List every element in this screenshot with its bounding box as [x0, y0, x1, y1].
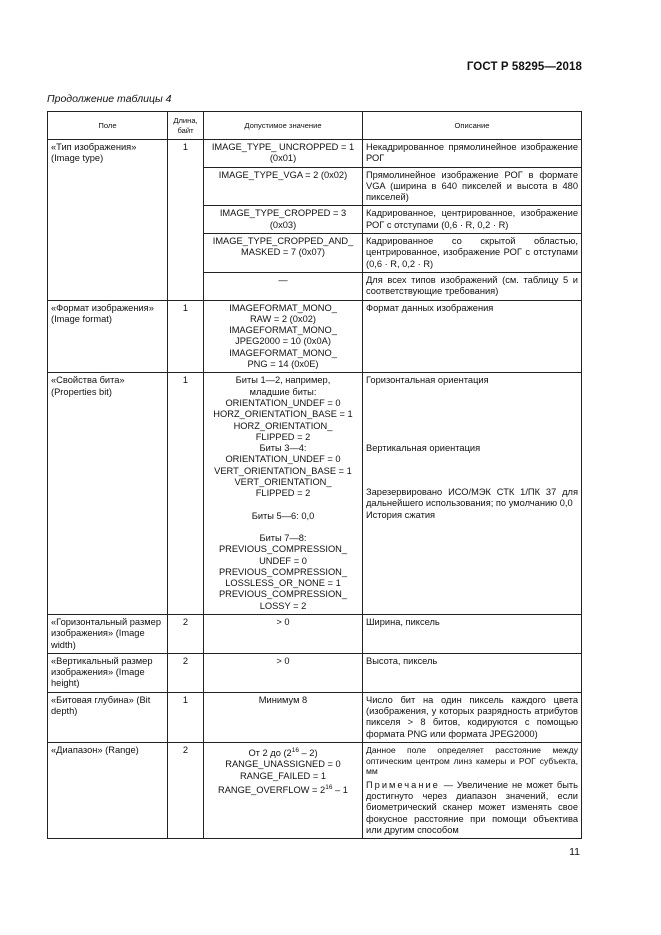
table-caption: Продолжение таблицы 4 — [47, 93, 172, 105]
value-line: От 2 до $(2^{16} - 2)$ — [248, 746, 318, 759]
value-line: PREVIOUS_COMPRESSION_ — [218, 544, 348, 555]
description-line: Горизонтальная ориентация — [366, 375, 489, 386]
value-line: RANGE_FAILED = 1 — [239, 770, 327, 781]
length-cell: 1 — [168, 373, 204, 615]
value-line: FLIPPED = 2 — [255, 488, 311, 499]
value-line: Биты 1—2, например, — [235, 375, 331, 386]
field-cell: «Свойства бита» (Properties bit) — [48, 373, 168, 615]
value-line: HORZ_ORIENTATION_BASE = 1 — [213, 409, 353, 420]
value-cell: — — [204, 272, 363, 300]
value-cell: IMAGE_TYPE_ UNCROPPED = 1 (0x01) — [204, 140, 363, 168]
table-row — [48, 614, 582, 653]
description-cell — [363, 373, 582, 615]
description-cell: Кадрированное со скрытой областью, центрированное, изображение РОГ с отступами (0,6 · R, 0,2 · R) — [363, 234, 582, 273]
description-cell: Для всех типов изображений (см. таблицу 5 и соответствующие требования) — [363, 272, 582, 300]
value-line: IMAGEFORMAT_MONO_ — [229, 347, 337, 358]
table-header-row — [48, 112, 582, 140]
value-line: UNDEF = 0 — [259, 555, 307, 566]
value-cell: Минимум 8 — [204, 692, 363, 742]
description-cell: Формат данных изображения — [363, 300, 582, 373]
table-row — [48, 692, 582, 742]
value-cell — [204, 373, 363, 615]
description-line: Зарезервировано ИСО/МЭК СТК 1/ПК 37 для дальнейшего использования; по умолчанию 0,0 — [366, 486, 578, 509]
description-line: Данное поле определяет расстояние между оптическим центром линз камеры и РОГ субъекта, мм — [366, 744, 578, 777]
field-cell: «Вертикальный размер изображения» (Image height) — [48, 653, 168, 692]
col-header-value: Допустимое значение — [204, 112, 363, 140]
description-cell: Кадрированное, центрированное, изображение РОГ с отступами (0,6 · R, 0,2 · R) — [363, 206, 582, 234]
field-cell: «Битовая глубина» (Bit depth) — [48, 692, 168, 742]
value-line: IMAGEFORMAT_MONO_ — [229, 325, 337, 336]
value-cell — [204, 742, 363, 838]
value-line: ORIENTATION_UNDEF = 0 — [225, 454, 341, 465]
description-cell: Высота, пиксель — [363, 653, 582, 692]
description-line: Вертикальная ориентация — [366, 442, 481, 453]
value-line: FLIPPED = 2 — [255, 431, 311, 442]
col-header-field: Поле — [48, 112, 168, 140]
col-header-length: Длина, байт — [168, 112, 204, 140]
table-row — [48, 742, 582, 838]
description-cell: Некадрированное прямолинейное изображение РОГ — [363, 140, 582, 168]
field-cell: «Диапазон» (Range) — [48, 742, 168, 838]
table-row — [48, 300, 582, 373]
length-cell: 1 — [168, 140, 204, 301]
description-cell: Число бит на один пиксель каждого цвета (изображения, у которых разрядность атрибутов пикселя > 8 битов, кодируются с помощью формата PNG или формата JPEG2000) — [363, 692, 582, 742]
value-line: Биты 7—8: — [259, 532, 307, 543]
value-line: VERT_ORIENTATION_BASE = 1 — [214, 465, 352, 476]
table-row — [48, 140, 582, 168]
field-cell: «Тип изображения» (Image type) — [48, 140, 168, 301]
description-line: История сжатия — [366, 509, 436, 520]
value-line: RAW = 2 (0x02) — [249, 313, 317, 324]
spec-table — [47, 111, 582, 839]
value-line: JPEG2000 = 10 (0x0A) — [235, 336, 331, 347]
value-line: HORZ_ORIENTATION_ — [233, 420, 333, 431]
value-line: LOSSY = 2 — [259, 600, 307, 611]
value-line: VERT_ORIENTATION_ — [234, 477, 332, 488]
length-cell: 2 — [168, 653, 204, 692]
value-line: PREVIOUS_COMPRESSION_ — [218, 589, 348, 600]
field-cell: «Горизонтальный размер изображения» (Image width) — [48, 614, 168, 653]
table-row — [48, 653, 582, 692]
field-cell: «Формат изображения» (Image format) — [48, 300, 168, 373]
value-line: ORIENTATION_UNDEF = 0 — [225, 397, 341, 408]
value-line: RANGE_OVERFLOW = $2^{16} - 1$ — [218, 783, 348, 796]
value-cell: IMAGE_TYPE_CROPPED = 3 (0x03) — [204, 206, 363, 234]
description-cell: Прямолинейное изображение РОГ в формате VGA (ширина в 640 пикселей и высота в 480 пикселей) — [363, 167, 582, 206]
col-header-description: Описание — [363, 112, 582, 140]
value-cell: > 0 — [204, 614, 363, 653]
description-cell: Ширина, пиксель — [363, 614, 582, 653]
value-line: PREVIOUS_COMPRESSION_ — [218, 566, 348, 577]
value-cell — [204, 300, 363, 373]
length-cell: 1 — [168, 692, 204, 742]
value-line: RANGE_UNASSIGNED = 0 — [225, 759, 341, 770]
description-cell — [363, 742, 582, 838]
length-cell: 1 — [168, 300, 204, 373]
value-line: IMAGEFORMAT_MONO_ — [229, 302, 337, 313]
standard-number: ГОСТ Р 58295—2018 — [466, 61, 582, 73]
value-cell: > 0 — [204, 653, 363, 692]
value-line: LOSSLESS_OR_NONE = 1 — [225, 578, 341, 589]
note: Примечание — Увеличение не может быть достигнуто через диапазон значений, если биометрический сканер может изменять свое фокусное расстояние при помощи объектива или другим способом — [366, 779, 578, 835]
value-line: Биты 3—4: — [259, 443, 307, 454]
value-cell: IMAGE_TYPE_CROPPED_AND_ MASKED = 7 (0x07) — [204, 234, 363, 273]
value-line: младшие биты: — [249, 386, 317, 397]
value-line: Биты 5—6: 0,0 — [251, 510, 315, 521]
length-cell: 2 — [168, 614, 204, 653]
page-number: 11 — [569, 846, 580, 858]
value-cell: IMAGE_TYPE_VGA = 2 (0x02) — [204, 167, 363, 206]
length-cell: 2 — [168, 742, 204, 838]
table-row — [48, 373, 582, 615]
value-line: PNG = 14 (0x0E) — [247, 359, 319, 370]
